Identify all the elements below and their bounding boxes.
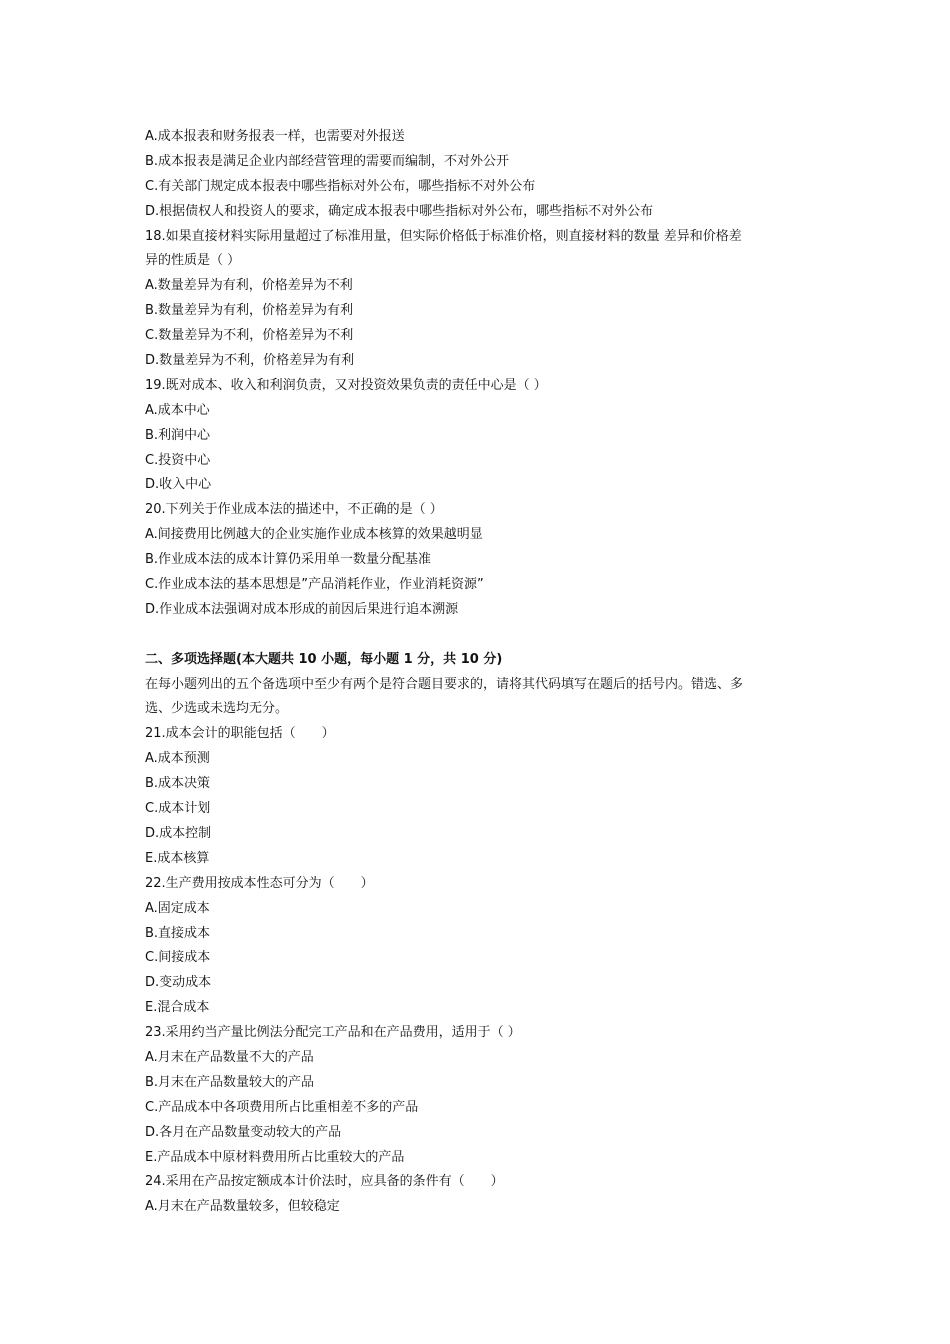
question-22-stem: 22.生产费用按成本性态可分为（ ） [145,875,374,891]
question-20-stem: 20.下列关于作业成本法的描述中，不正确的是（ ） [145,502,443,518]
option-21-a: A.成本预测 [145,751,210,767]
option-20-b: B.作业成本法的成本计算仍采用单一数量分配基准 [145,552,432,568]
option-23-d: D.各月在产品数量变动较大的产品 [145,1124,342,1140]
option-20-d: D.作业成本法强调对成本形成的前因后果进行追本溯源 [145,601,459,617]
option-22-c: C.间接成本 [145,950,211,966]
option-18-c: C.数量差异为不利，价格差异为不利 [145,328,354,344]
option-23-a: A.月末在产品数量不大的产品 [145,1049,314,1065]
question-19-stem: 19.既对成本、收入和利润负责，又对投资效果负责的责任中心是（ ） [145,377,547,393]
option-17-c: C.有关部门规定成本报表中哪些指标对外公布，哪些指标不对外公布 [145,178,536,194]
option-17-d: D.根据债权人和投资人的要求，确定成本报表中哪些指标对外公布，哪些指标不对外公布 [145,203,654,219]
option-19-b: B.利润中心 [145,427,211,443]
option-21-b: B.成本决策 [145,776,211,792]
option-22-d: D.变动成本 [145,975,212,991]
section-spacer [145,623,815,648]
option-19-c: C.投资中心 [145,452,211,468]
section-2-instruction-line-1: 在每小题列出的五个备选项中至少有两个是符合题目要求的，请将其代码填写在题后的括号内。错选、多 [145,676,744,692]
option-23-c: C.产品成本中各项费用所占比重相差不多的产品 [145,1099,419,1115]
option-23-b: B.月末在产品数量较大的产品 [145,1074,315,1090]
question-17-options [145,125,815,225]
option-18-b: B.数量差异为有利，价格差异为有利 [145,303,354,319]
option-17-a: A.成本报表和财务报表一样，也需要对外报送 [145,129,405,144]
section-2-title: 二、多项选择题(本大题共 10 小题，每小题 1 分，共 10 分) [145,651,503,667]
option-23-e: E.产品成本中原材料费用所占比重较大的产品 [145,1149,405,1165]
option-21-d: D.成本控制 [145,825,212,841]
option-21-e: E.成本核算 [145,850,210,866]
question-24-stem: 24.采用在产品按定额成本计价法时，应具备的条件有（ ） [145,1174,504,1190]
option-22-e: E.混合成本 [145,1000,210,1016]
question-21-stem: 21.成本会计的职能包括（ ） [145,726,335,742]
exam-page [145,125,815,1220]
question-18 [145,225,815,374]
option-18-d: D.数量差异为不利，价格差异为有利 [145,353,355,369]
question-20 [145,498,815,622]
option-20-c: C.作业成本法的基本思想是”产品消耗作业，作业消耗资源” [145,577,484,593]
option-24-a: A.月末在产品数量较多，但较稳定 [145,1199,340,1215]
question-24 [145,1170,815,1220]
question-21 [145,722,815,871]
question-23-stem: 23.采用约当产量比例法分配完工产品和在产品费用，适用于（ ） [145,1025,521,1041]
option-17-b: B.成本报表是满足企业内部经营管理的需要而编制，不对外公开 [145,153,510,169]
option-22-b: B.直接成本 [145,925,211,941]
option-22-a: A.固定成本 [145,900,210,916]
section-2-header [145,648,815,723]
question-23 [145,1021,815,1170]
section-2-instruction-line-2: 选、少选或未选均无分。 [145,701,289,717]
question-18-stem-line-1: 18.如果直接材料实际用量超过了标准用量，但实际价格低于标准价格，则直接材料的数量 差异和价格差 [145,228,742,244]
option-18-a: A.数量差异为有利，价格差异为不利 [145,278,353,294]
question-19 [145,374,815,498]
option-20-a: A.间接费用比例越大的企业实施作业成本核算的效果越明显 [145,527,483,543]
option-19-d: D.收入中心 [145,477,212,493]
question-18-stem-line-2: 异的性质是（ ） [145,253,241,269]
option-21-c: C.成本计划 [145,801,211,817]
option-19-a: A.成本中心 [145,402,210,418]
question-22 [145,872,815,1021]
